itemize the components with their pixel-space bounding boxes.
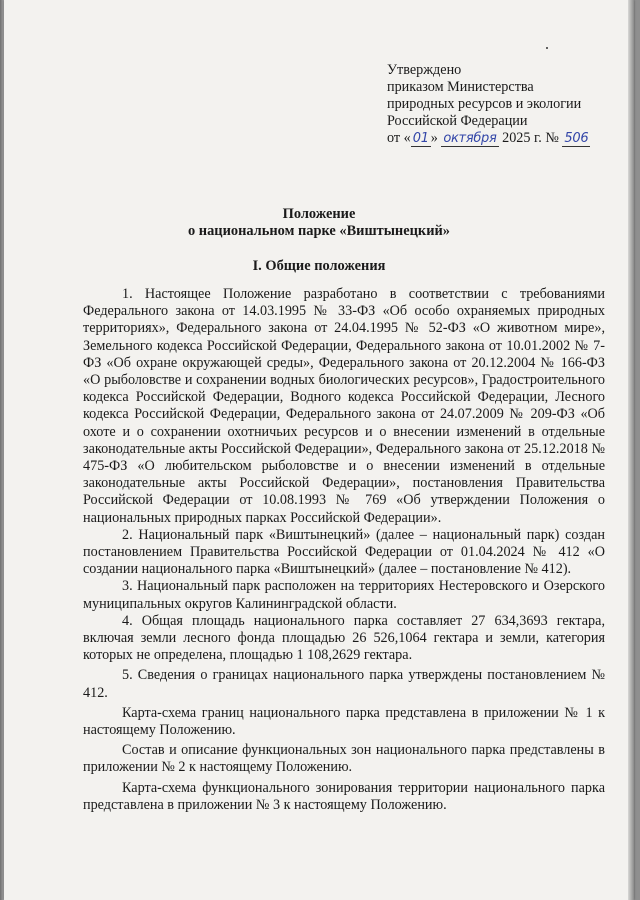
- approval-block: [387, 62, 632, 147]
- approval-date-line: [387, 130, 632, 147]
- paragraph: 1. Настоящее Положение разработано в соответствии с требованиями Федерального закона от 14.03.1995 № 33-ФЗ «Об особо охраняемых природных территориях», Федерального закона от 24.04.1995 № 52-ФЗ «О животном мире», Земельного кодекса Российской Федерации, Федерального закона от 10.01.2002 № 7-ФЗ «Об охране окружающей среды», Федерального закона от 20.12.2004 № 166-ФЗ «О рыболовстве и сохранении водных биологических ресурсов», Градостроительного кодекса Российской Федерации, Водного кодекса Российской Федерации, Лесного кодекса Российской Федерации, Федерального закона от 24.07.2009 № 209-ФЗ «Об охоте и о сохранении охотничьих ресурсов и о внесении изменений в отдельные законодательные акты Российской Федерации», Федерального закона от 25.12.2018 № 475-ФЗ «О любительском рыболовстве и о внесении изменений в отдельные законодательные акты Российской Федерации», постановления Правительства Российской Федерации от 10.08.1993 № 769 «Об утверждении Положения о национальных природных парках Российской Федерации».: [83, 286, 605, 526]
- paragraph: Состав и описание функциональных зон национального парка представлены в приложении № 2 к настоящему Положению.: [83, 742, 605, 776]
- document-body: [83, 286, 605, 814]
- paragraph: 3. Национальный парк расположен на территориях Нестеровского и Озерского муниципальных округов Калининградской области.: [83, 578, 605, 612]
- approval-line: Российской Федерации: [387, 113, 528, 129]
- paragraph: Карта-схема функционального зонирования территории национального парка представлена в приложении № 3 к настоящему Положению.: [83, 779, 605, 813]
- date-mid: »: [430, 130, 438, 146]
- paragraph: 2. Национальный парк «Виштынецкий» (далее – национальный парк) создан постановлением Правительства Российской Федерации от 01.04.2024 № 412 «О создании национального парка «Виштынецкий» (далее – постановление № 412).: [83, 526, 605, 578]
- paragraph: Карта-схема границ национального парка представлена в приложении № 1 к настоящему Положению.: [83, 704, 605, 739]
- section-heading: I. Общие положения: [252, 258, 386, 274]
- approval-line: природных ресурсов и экологии: [387, 96, 582, 112]
- approval-line: Утверждено: [387, 62, 462, 78]
- date-year: 2025 г. №: [502, 130, 559, 146]
- document-title: Положение: [282, 206, 356, 222]
- date-prefix: от «: [387, 130, 411, 146]
- approval-line: приказом Министерства: [387, 79, 534, 95]
- handwritten-day: 01: [412, 131, 429, 146]
- document-subtitle: о национальном парке «Виштынецкий»: [188, 223, 450, 239]
- document-page: [4, 0, 634, 900]
- paragraph: 4. Общая площадь национального парка составляет 27 634,3693 гектара, включая земли лесного фонда площадью 26 526,1064 гектара и земли, категория которых не определена, площадью 1 108,2629 гектара.: [83, 612, 605, 664]
- paragraph: 5. Сведения о границах национального парка утверждены постановлением № 412.: [83, 667, 605, 701]
- handwritten-month: октября: [443, 131, 497, 146]
- handwritten-order-number: 506: [564, 131, 589, 146]
- scan-dot: [546, 47, 548, 49]
